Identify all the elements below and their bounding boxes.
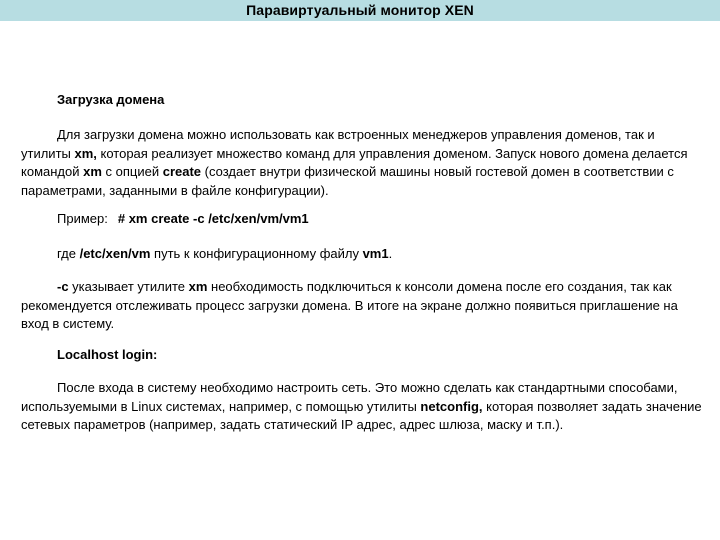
example-label: Пример:	[57, 211, 108, 226]
text: (создает внутри физической машины новый гостевой домен в соответствии с параметрами, заданными в файле конфигурации).	[21, 164, 674, 198]
login-prompt: Localhost login:	[57, 347, 158, 362]
text: необходимость подключиться к консоли домена после его создания, так как рекомендуется отслеживать процесс загрузки домена. В итоге на экране должно появиться приглашение на вход в систему.	[21, 279, 678, 331]
paragraph-path	[21, 245, 720, 264]
text: которая реализует множество команд для управления доменом. Запуск нового домена делается командой	[21, 145, 688, 179]
inline-code: vm1	[362, 246, 389, 261]
inline-code: xm	[83, 164, 102, 179]
inline-code: netconfig,	[420, 398, 483, 414]
text: которая позволяет задать значение сетевых параметров (например, задать статический IP адрес, адрес шлюза, маску и т.п.).	[21, 398, 702, 432]
text: Для загрузки домена можно использовать как встроенных менеджеров управления доменов, так и утилиты	[21, 127, 655, 161]
paragraph-option-c	[21, 278, 705, 334]
text: .	[388, 246, 393, 261]
text: с опцией	[101, 164, 163, 179]
page-title: Паравиртуальный монитор XEN	[246, 2, 474, 18]
paragraph-intro	[21, 126, 705, 200]
inline-code: create	[162, 164, 202, 179]
inline-code: -c	[57, 279, 69, 294]
section-heading: Загрузка домена	[57, 92, 165, 107]
text: указывает утилите	[68, 279, 189, 294]
title-bar	[0, 0, 720, 21]
example-line	[21, 210, 720, 229]
inline-code: xm,	[74, 145, 97, 161]
text: путь к конфигурационному файлу	[150, 246, 363, 261]
text: После входа в систему необходимо настроить сеть. Это можно сделать как стандартными способами, используемыми в Linux системах, например, с помощью утилиты	[21, 380, 678, 414]
inline-code: xm	[188, 279, 208, 294]
text: где	[57, 246, 80, 261]
inline-code: /etc/xen/vm	[79, 246, 151, 261]
paragraph-network	[21, 379, 705, 435]
example-command: # xm create -c /etc/xen/vm/vm1	[117, 211, 309, 226]
